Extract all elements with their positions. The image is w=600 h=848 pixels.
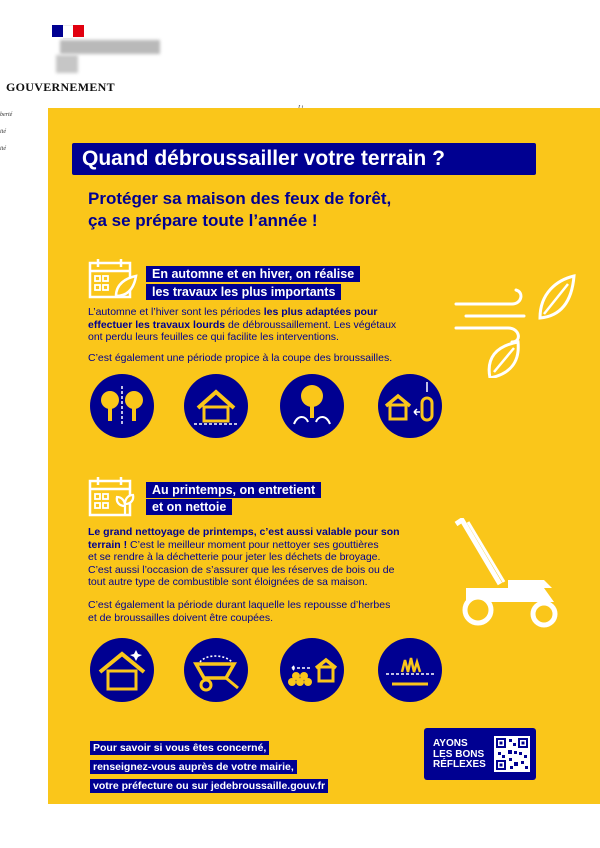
badge-text: AYONS LES BONS RÉFLEXES bbox=[433, 738, 486, 770]
footer-line-2: renseignez-vous auprès de votre mairie, bbox=[90, 760, 297, 774]
wheelbarrow-icon bbox=[184, 638, 248, 702]
subtitle-line-2: ça se prépare toute l’année ! bbox=[88, 211, 318, 230]
good-reflexes-badge bbox=[424, 728, 536, 780]
house-trees-icon bbox=[184, 374, 248, 438]
government-label: GOUVERNEMENT bbox=[6, 80, 115, 94]
motto-fragment-2: ité bbox=[0, 129, 6, 135]
section2-heading-line-2: et on nettoie bbox=[146, 499, 232, 515]
section2-paragraph-2: C’est également la période durant laquelle les repousse d’herbes et de broussailles doivent être coupées. bbox=[88, 599, 391, 624]
french-flag-logo bbox=[52, 25, 84, 37]
gutter-cleaning-icon bbox=[90, 638, 154, 702]
qr-code-icon[interactable] bbox=[494, 736, 530, 772]
section2-paragraph-1: Le grand nettoyage de printemps, c’est aussi valable pour son terrain ! C’est le meilleur moment pour nettoyer ses gouttières et se rendre à la déchetterie pour jeter les déchets de broyage. C’est aussi l’occasion de s’assurer que les réserves de bois ou de tout autre type de combustible sont éloignées de sa maison. bbox=[88, 526, 400, 589]
tree-spacing-icon bbox=[90, 374, 154, 438]
footer-info bbox=[90, 738, 328, 795]
section1-paragraph-1: L’automne et l’hiver sont les périodes les plus adaptées pour effectuer les travaux lourds de débroussaillement. Les végétaux ont perdu leurs feuilles ce qui facilite les interventions. bbox=[88, 306, 397, 344]
motto-fragment-1: berté bbox=[0, 112, 13, 118]
calendar-sprout-icon bbox=[88, 476, 138, 520]
page-title: Quand débroussailler votre terrain ? bbox=[82, 147, 445, 170]
woodpile-distance-icon bbox=[280, 638, 344, 702]
section1-heading-line-2: les travaux les plus importants bbox=[146, 284, 341, 300]
grass-cutting-icon bbox=[378, 638, 442, 702]
lawnmower-icon bbox=[448, 518, 573, 633]
section1-heading-line-1: En automne et en hiver, on réalise bbox=[146, 266, 360, 282]
section1-paragraph-2: C’est également une période propice à la coupe des broussailles. bbox=[88, 352, 393, 364]
subtitle bbox=[88, 188, 468, 232]
footer-line-1: Pour savoir si vous êtes concerné, bbox=[90, 741, 269, 755]
blurred-header-text bbox=[60, 40, 160, 54]
calendar-leaf-icon bbox=[88, 258, 138, 302]
wind-leaves-icon bbox=[452, 258, 582, 378]
subtitle-line-1: Protéger sa maison des feux de forêt, bbox=[88, 189, 392, 208]
section2-heading-line-1: Au printemps, on entretient bbox=[146, 482, 321, 498]
poster bbox=[48, 108, 600, 804]
motto-fragment-3: ité bbox=[0, 146, 6, 152]
blurred-header-text-2 bbox=[56, 55, 78, 73]
house-hedge-distance-icon bbox=[378, 374, 442, 438]
title-banner bbox=[72, 143, 536, 175]
tree-crown-icon bbox=[280, 374, 344, 438]
footer-line-3: votre préfecture ou sur jedebroussaille.gouv.fr bbox=[90, 779, 328, 793]
